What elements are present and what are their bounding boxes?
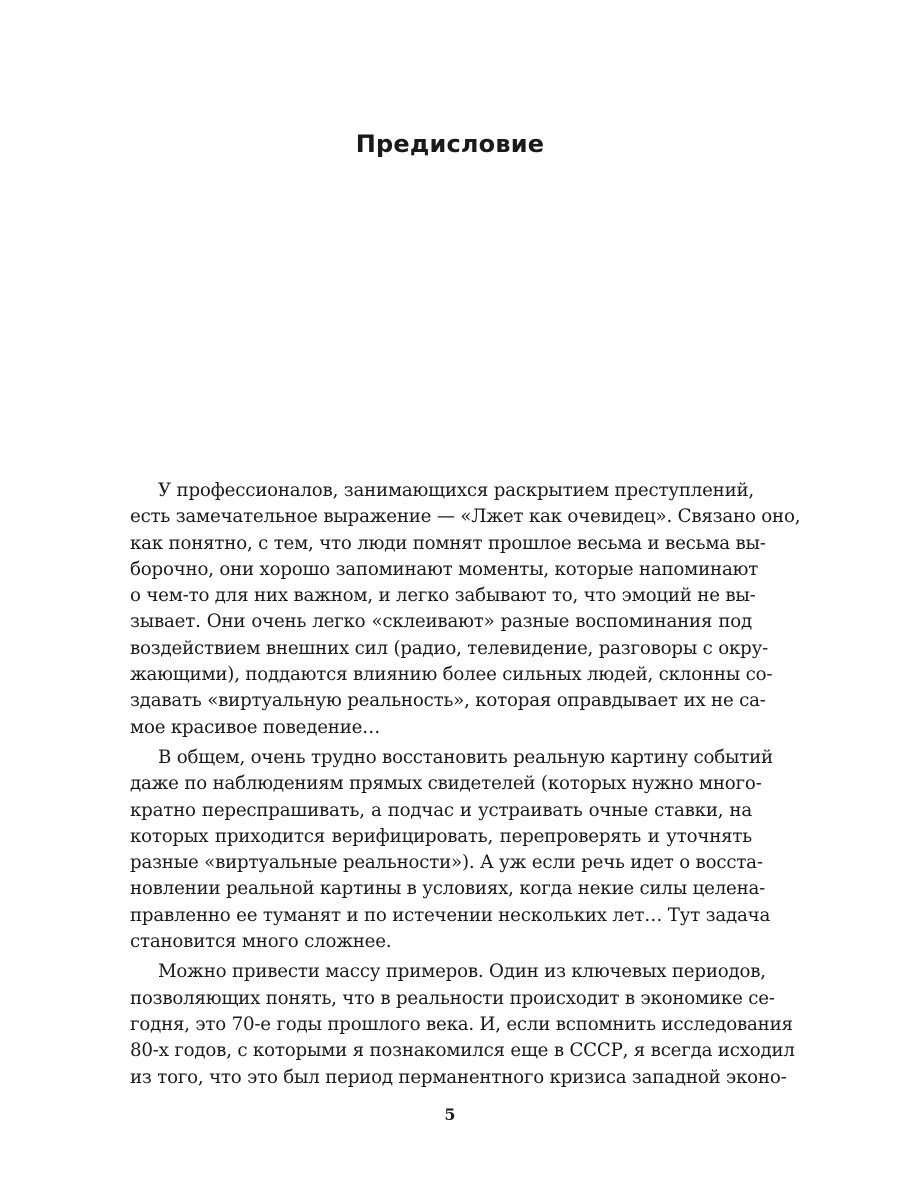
text-line: здавать «виртуальную реальность», которая оправдывает их не са- xyxy=(130,690,766,712)
text-line: Можно привести массу примеров. Один из ключевых периодов, xyxy=(158,961,766,983)
text-line: кратно переспрашивать, а подчас и устраивать очные ставки, на xyxy=(130,799,752,821)
chapter-title: Предисловие xyxy=(355,130,545,159)
paragraph-2 xyxy=(130,745,773,955)
paragraph-1 xyxy=(130,478,801,741)
text-line: жающими), поддаются влиянию более сильных людей, склонны со- xyxy=(130,664,773,686)
paragraph-3 xyxy=(130,959,795,1090)
text-line: 80-х годов, с которыми я познакомился еще в СССР, я всегда исходил xyxy=(130,1040,795,1062)
text-line: как понятно, с тем, что люди помнят прошлое весьма и весьма вы- xyxy=(130,532,766,554)
body-text xyxy=(130,478,801,1095)
text-line: позволяющих понять, что в реальности происходит в экономике се- xyxy=(130,987,775,1009)
page-number: 5 xyxy=(444,1105,456,1124)
text-line: борочно, они хорошо запоминают моменты, которые напоминают xyxy=(130,558,759,580)
text-line: У профессионалов, занимающихся раскрытием преступлений, xyxy=(158,480,755,501)
text-line: мое красивое поведение… xyxy=(130,716,381,738)
text-line: годня, это 70-е годы прошлого века. И, если вспомнить исследования xyxy=(130,1013,793,1035)
text-line: есть замечательное выражение — «Лжет как очевидец». Связано оно, xyxy=(130,506,801,528)
text-line: из того, что это был период перманентного кризиса западной эконо- xyxy=(130,1066,787,1088)
text-line: разные «виртуальные реальности»). А уж если речь идет о восста- xyxy=(130,852,763,874)
text-line: правленно ее туманят и по истечении нескольких лет… Тут задача xyxy=(130,904,771,926)
text-line: становится много сложнее. xyxy=(130,931,392,953)
text-line: о чем-то для них важном, и легко забывают то, что эмоций не вы- xyxy=(130,585,756,607)
text-line: даже по наблюдениям прямых свидетелей (которых нужно много- xyxy=(130,773,762,795)
text-line: В общем, очень трудно восстановить реальную картину событий xyxy=(158,746,773,768)
text-line: новлении реальной картины в условиях, когда некие силы целена- xyxy=(130,878,766,900)
text-line: которых приходится верифицировать, перепроверять и уточнять xyxy=(130,825,752,847)
text-line: зывает. Они очень легко «склеивают» разные воспоминания под xyxy=(130,611,752,633)
text-line: воздействием внешних сил (радио, телевидение, разговоры с окру- xyxy=(130,637,769,659)
